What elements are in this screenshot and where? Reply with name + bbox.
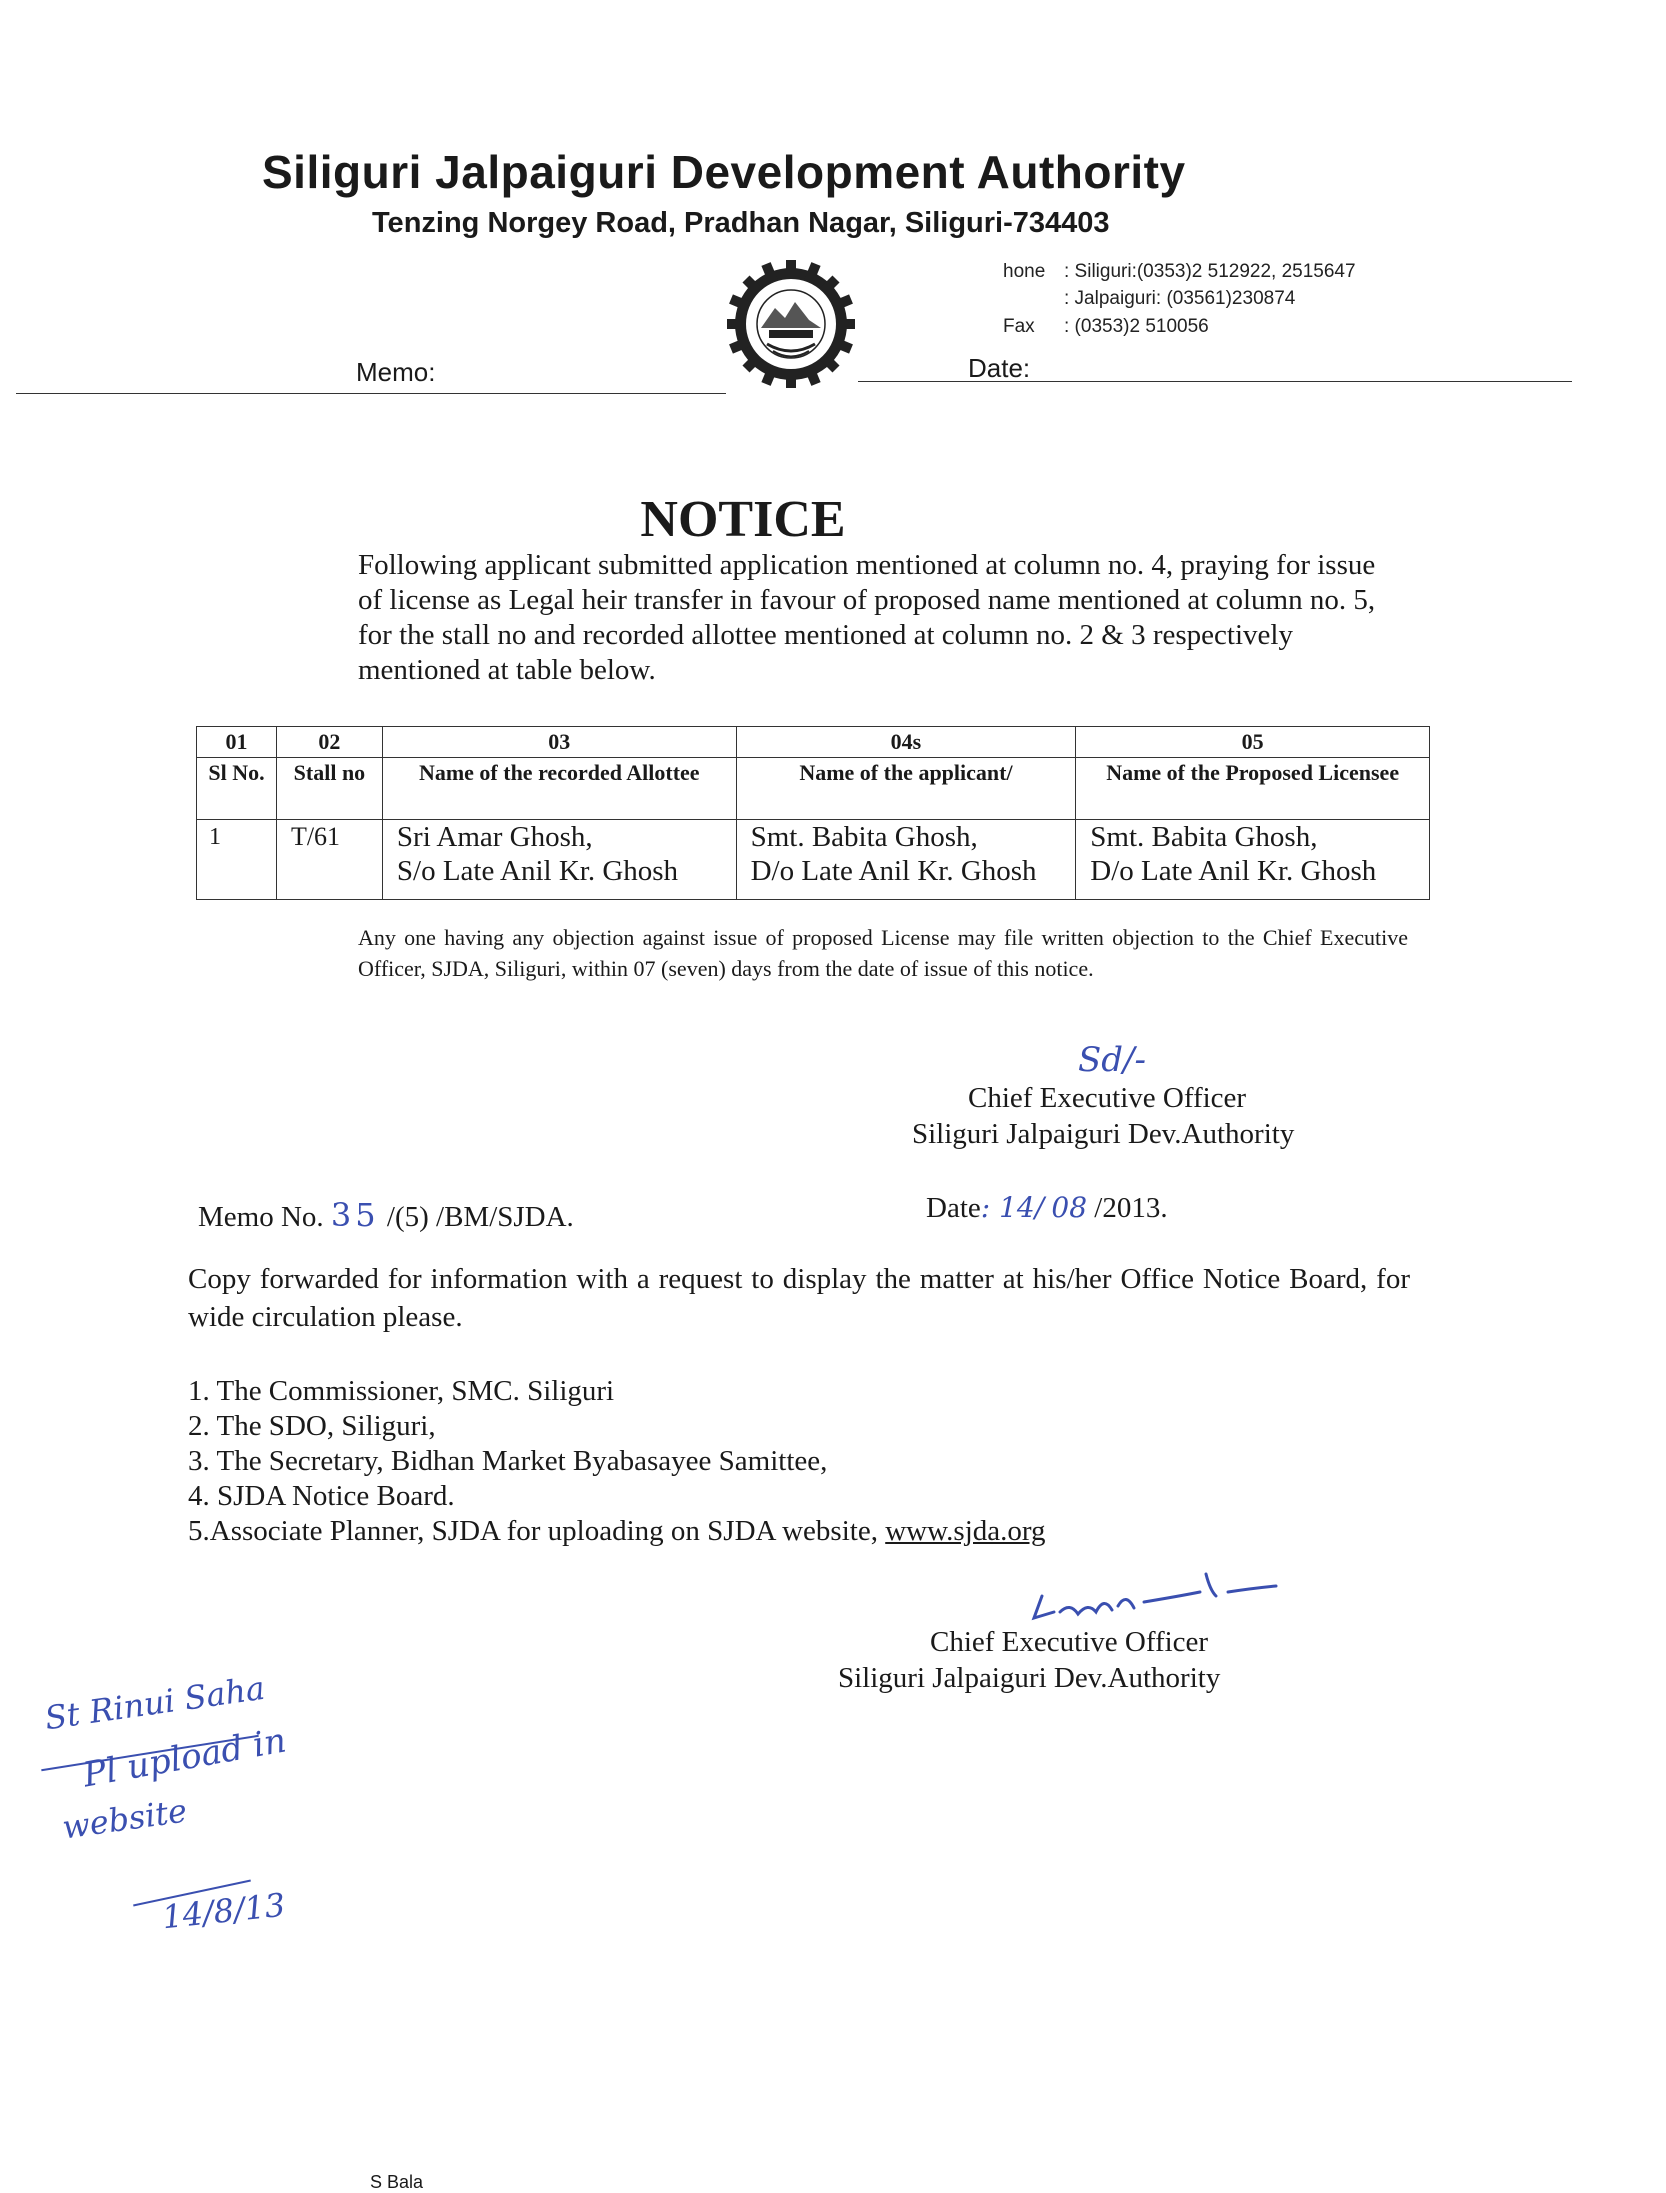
allottee-parent: S/o Late Anil Kr. Ghosh — [396, 855, 679, 887]
memo-date-month: 08 — [1051, 1191, 1088, 1224]
handnote-date: 14/8/13 — [160, 1885, 288, 1937]
col-number-3: 03 — [382, 727, 736, 758]
signature1-org: Siliguri Jalpaiguri Dev.Authority — [912, 1118, 1295, 1150]
sjda-website-link[interactable]: www.sjda.org — [885, 1515, 1046, 1547]
cell-allottee — [382, 820, 736, 900]
header-rule-right — [858, 381, 1572, 382]
applicant-parent: D/o Late Anil Kr. Ghosh — [750, 855, 1037, 887]
organization-name: Siliguri Jalpaiguri Development Authority — [262, 146, 1186, 198]
list-item-number: 5. — [188, 1515, 210, 1547]
cell-stall: T/61 — [276, 820, 382, 900]
header-rule-left — [16, 393, 726, 394]
stall-table — [196, 726, 1430, 900]
phone-siliguri: : Siliguri:(0353)2 512922, 2515647 — [1064, 261, 1356, 282]
fax-label: Fax — [1003, 316, 1035, 337]
allottee-name: Sri Amar Ghosh, — [396, 821, 593, 853]
table-title-row — [197, 758, 1430, 820]
table-row — [197, 820, 1430, 900]
memo-prefix: Memo No. — [198, 1201, 324, 1233]
licensee-name: Smt. Babita Ghosh, — [1090, 821, 1318, 853]
signature2-org: Siliguri Jalpaiguri Dev.Authority — [838, 1662, 1221, 1694]
memo-date-prefix: Date — [926, 1192, 981, 1224]
list-item-text: Associate Planner, SJDA for uploading on SJDA website, — [209, 1515, 886, 1547]
applicant-name: Smt. Babita Ghosh, — [750, 821, 978, 853]
sd-signature: Sd/- — [1078, 1040, 1146, 1080]
list-item: 3. The Secretary, Bidhan Market Byabasayee Samittee, — [188, 1445, 828, 1477]
memo-label: Memo: — [356, 357, 436, 387]
col-number-1: 01 — [197, 727, 277, 758]
notice-paragraph: Following applicant submitted application mentioned at column no. 4, praying for issue of license as Legal heir transfer in favour of proposed name mentioned at column no. 5, for the stall no and recorded allottee mentioned at column no. 2 & 3 respectively mentioned at table below. — [358, 549, 1376, 686]
sjda-seal-logo — [725, 258, 857, 390]
col-title-stall: Stall no — [276, 758, 382, 820]
list-item: 1. The Commissioner, SMC. Siliguri — [188, 1375, 615, 1407]
handnote-line1: St Rinui Saha — [42, 1668, 268, 1738]
list-item: 4. SJDA Notice Board. — [188, 1480, 455, 1512]
organization-address: Tenzing Norgey Road, Pradhan Nagar, Siliguri-734403 — [372, 207, 1110, 239]
memo-date-line: Date: 14/ 08 /2013. — [926, 1191, 1168, 1224]
memo-number: 35 — [330, 1196, 380, 1234]
col-number-5: 05 — [1076, 727, 1430, 758]
cell-licensee — [1076, 820, 1430, 900]
col-number-2: 02 — [276, 727, 382, 758]
recipient-list — [188, 1374, 1046, 1549]
list-item: 2. The SDO, Siliguri, — [188, 1410, 436, 1442]
notice-title: NOTICE — [640, 491, 846, 548]
col-title-sl: Sl No. — [197, 758, 277, 820]
col-number-4: 04s — [736, 727, 1076, 758]
signature2-title: Chief Executive Officer — [930, 1626, 1209, 1658]
memo-number-line — [198, 1196, 574, 1234]
cell-applicant — [736, 820, 1076, 900]
table-header-row — [197, 727, 1430, 758]
col-title-applicant: Name of the applicant/ — [736, 758, 1076, 820]
handnote-line3: website — [59, 1791, 190, 1847]
licensee-parent: D/o Late Anil Kr. Ghosh — [1090, 855, 1377, 887]
memo-date-year: /2013. — [1094, 1192, 1168, 1224]
col-title-allottee: Name of the recorded Allottee — [382, 758, 736, 820]
signature1-title: Chief Executive Officer — [968, 1082, 1247, 1114]
cell-sl: 1 — [197, 820, 277, 900]
col-title-licensee: Name of the Proposed Licensee — [1076, 758, 1430, 820]
phone-label: hone — [1003, 261, 1046, 282]
objection-text: Any one having any objection against issue of proposed License may file written objection to the Chief Executive Officer, SJDA, Siliguri, within 07 (seven) days from the date of issue of this notice. — [358, 925, 1408, 981]
fax-value: : (0353)2 510056 — [1064, 316, 1209, 337]
list-item — [188, 1514, 1046, 1549]
footer-initials: S Bala — [370, 2172, 424, 2192]
memo-suffix: /(5) /BM/SJDA. — [386, 1201, 574, 1233]
phone-jalpaiguri: : Jalpaiguri: (03561)230874 — [1064, 288, 1296, 309]
date-label: Date: — [968, 353, 1031, 383]
handnote-line2: Pl upload in — [80, 1720, 290, 1796]
forward-text: Copy forwarded for information with a request to display the matter at his/her Office Notice Board, for wide circulation please. — [188, 1263, 1410, 1333]
memo-date-day: 14/ — [999, 1191, 1045, 1224]
